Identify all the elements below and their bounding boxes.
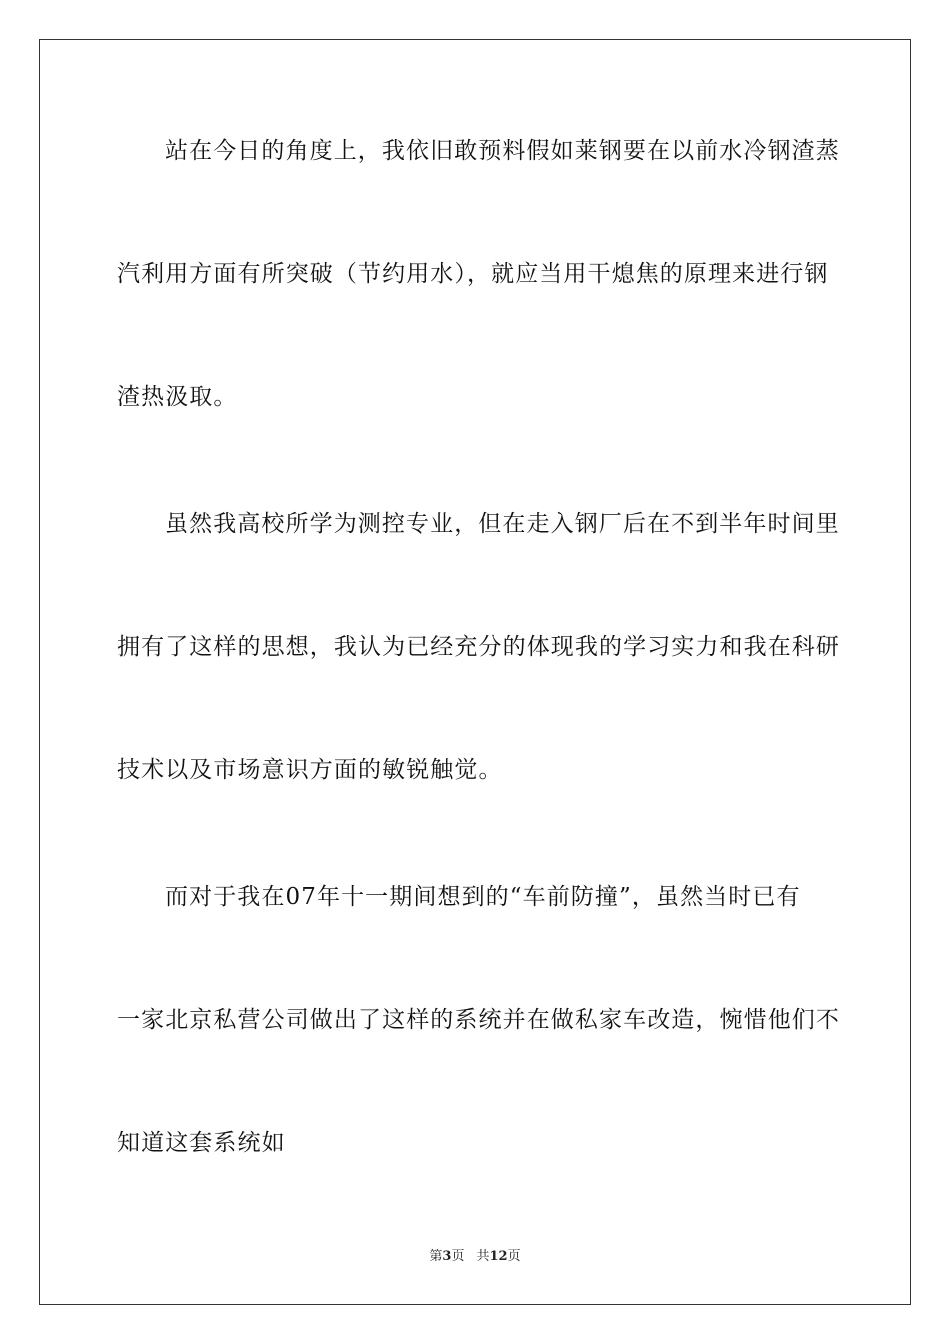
page-number: 3 bbox=[442, 1249, 452, 1264]
total-pages: 12 bbox=[489, 1249, 508, 1264]
page-suffix: 页 bbox=[451, 1249, 465, 1264]
paragraph-1-line-3: 渣热汲取。 bbox=[117, 384, 238, 410]
paragraph-3-line-3: 知道这套系统如 bbox=[117, 1130, 286, 1156]
paragraph-1-line-1: 站在今日的角度上，我依旧敢预料假如莱钢要在以前水冷钢渣蒸 bbox=[165, 138, 840, 164]
page-border bbox=[39, 39, 911, 1305]
page-footer bbox=[0, 1248, 950, 1266]
paragraph-2-line-2: 拥有了这样的思想，我认为已经充分的体现我的学习实力和我在科研 bbox=[117, 634, 840, 660]
paragraph-3-line-1: 而对于我在07年十一期间想到的“车前防撞”，虽然当时已有 bbox=[165, 884, 801, 910]
paragraph-2-line-1: 虽然我高校所学为测控专业，但在走入钢厂后在不到半年时间里 bbox=[165, 511, 840, 537]
paragraph-2-line-3: 技术以及市场意识方面的敏锐触觉。 bbox=[117, 757, 503, 783]
total-suffix: 页 bbox=[507, 1249, 521, 1264]
paragraph-1-line-2: 汽利用方面有所突破（节约用水），就应当用干熄焦的原理来进行钢 bbox=[117, 261, 829, 287]
paragraph-3-line-2: 一家北京私营公司做出了这样的系统并在做私家车改造，惋惜他们不 bbox=[117, 1007, 840, 1033]
total-prefix: 共 bbox=[476, 1249, 490, 1264]
page-prefix: 第 bbox=[429, 1249, 443, 1264]
